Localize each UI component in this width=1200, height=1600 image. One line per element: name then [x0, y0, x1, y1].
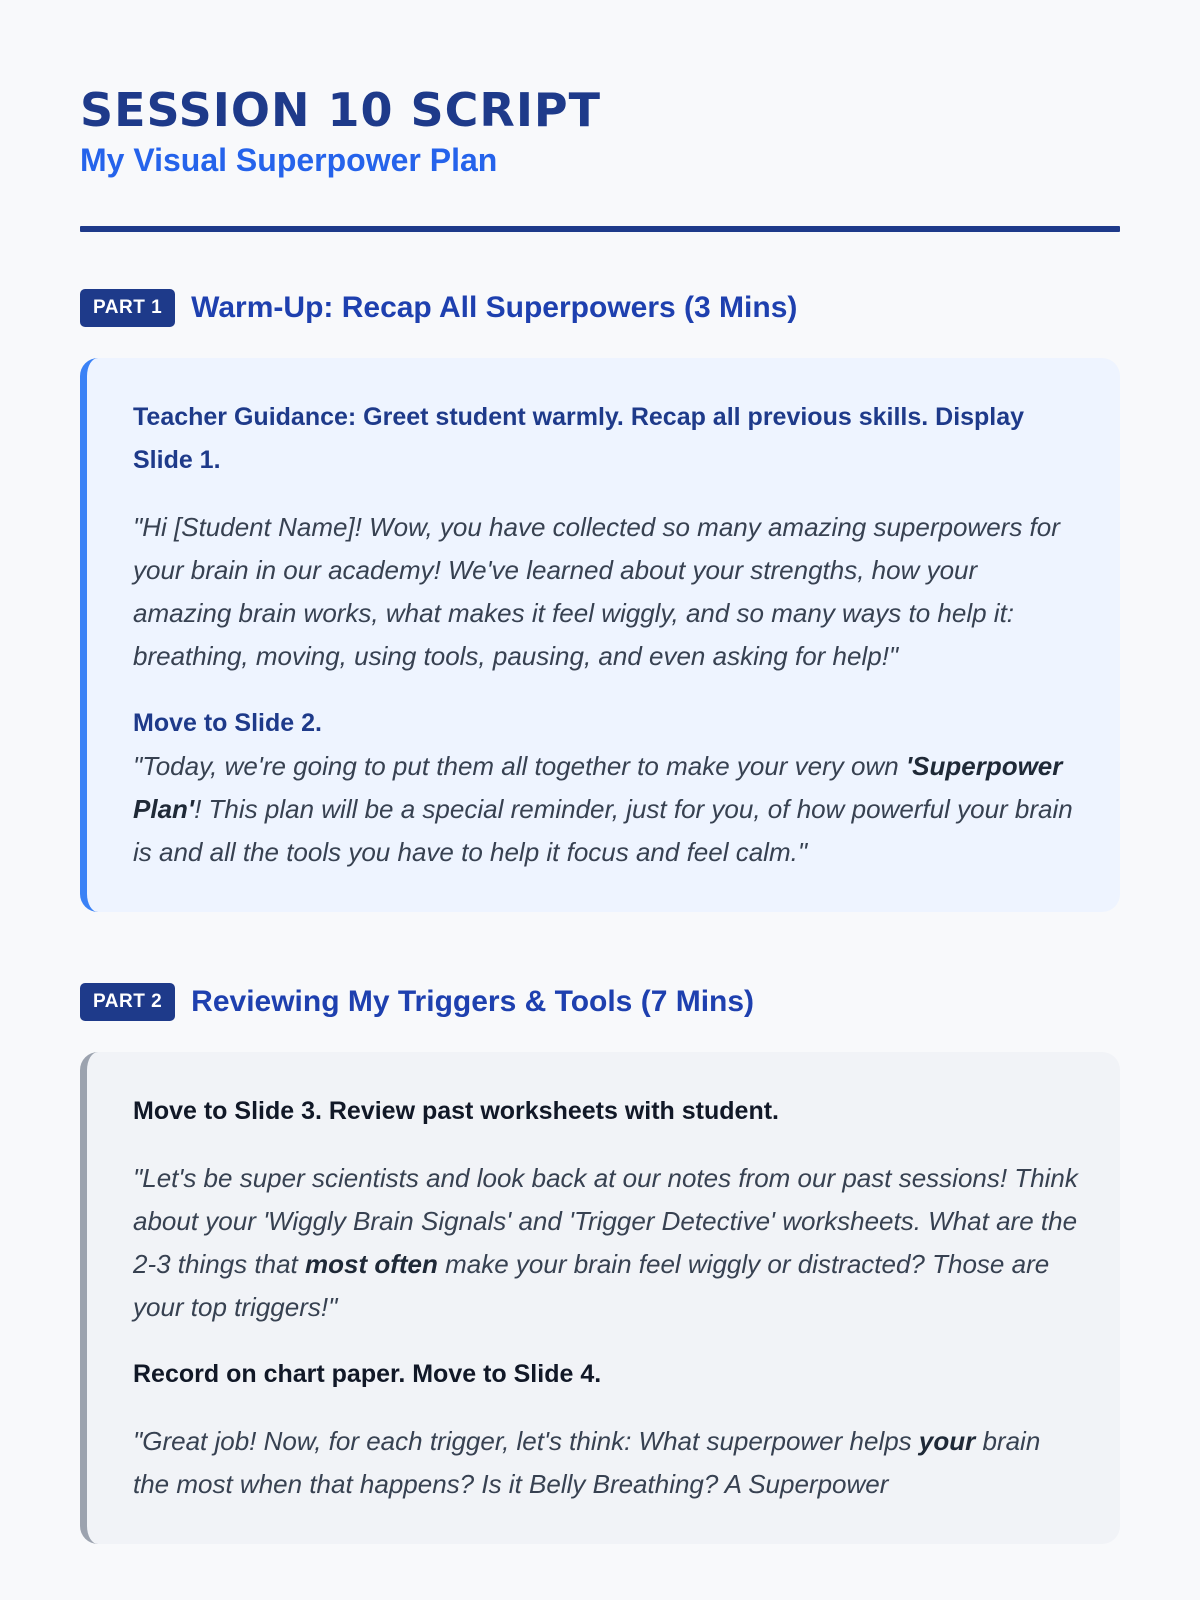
part-1-quote-plan-text-c: ! This plan will be a special reminder, just for you, of how powerful your brain is and all the tools you have to help it focus and feel calm." — [133, 794, 1073, 867]
part-2-quote-triggers-emphasis: most often — [305, 1249, 438, 1279]
part-1-quote-plan-text-a: "Today, we're going to put them all together to make your very own — [133, 751, 906, 781]
part-2-step: Record on chart paper. Move to Slide 4. — [133, 1360, 602, 1388]
part-2-quote-tools — [133, 1420, 1080, 1506]
page-subtitle: My Visual Superpower Plan — [80, 142, 498, 178]
part-2-quote-triggers — [133, 1157, 1080, 1329]
part-2-quote-tools-emphasis: your — [918, 1426, 976, 1456]
part-1-title: Warm-Up: Recap All Superpowers (3 Mins) — [191, 291, 798, 324]
part-1-header — [80, 288, 1120, 328]
part-2-quote-triggers-text-a: "Let's be super scientists and look back at our notes from our past sessions! Think about your 'Wiggly Brain Signals' and 'Trigger Detective' worksheets. What are the 2-3 things that — [133, 1163, 1078, 1279]
part-1-step: Move to Slide 2. — [133, 709, 322, 737]
part-2-header — [80, 982, 1120, 1022]
part-2-quote-tools-text-c: brain the most when that happens? Is it Belly Breathing? A Superpower — [133, 1426, 1041, 1499]
part-2-quote-tools-text-a: "Great job! Now, for each trigger, let's think: What superpower helps — [133, 1426, 919, 1456]
page-title: SESSION 10 SCRIPT — [80, 83, 602, 137]
part-1-quote-intro: "Hi [Student Name]! Wow, you have collected so many amazing superpowers for your brain in our academy! We've learned about your strengths, how your amazing brain works, what makes it feel wiggly, and so many ways to help it: breathing, moving, using tools, pausing, and even asking for help!" — [133, 512, 1060, 671]
part-2-card — [80, 1052, 1120, 1544]
part-1-card — [80, 358, 1120, 912]
part-2-teacher-guidance: Move to Slide 3. Review past worksheets with student. — [133, 1097, 779, 1125]
part-2-quote-triggers-text-c: make your brain feel wiggly or distracted? Those are your top triggers!" — [133, 1249, 1050, 1322]
part-2-title: Reviewing My Triggers & Tools (7 Mins) — [191, 985, 755, 1018]
part-2-badge: PART 2 — [80, 983, 175, 1021]
part-1-badge: PART 1 — [80, 289, 175, 327]
title-divider — [80, 226, 1120, 232]
part-1-quote-plan-emphasis: 'Superpower Plan' — [133, 751, 1063, 824]
part-1-teacher-guidance: Teacher Guidance: Greet student warmly. Recap all previous skills. Display Slide 1. — [133, 403, 1025, 474]
part-1-quote-plan — [133, 745, 1080, 874]
